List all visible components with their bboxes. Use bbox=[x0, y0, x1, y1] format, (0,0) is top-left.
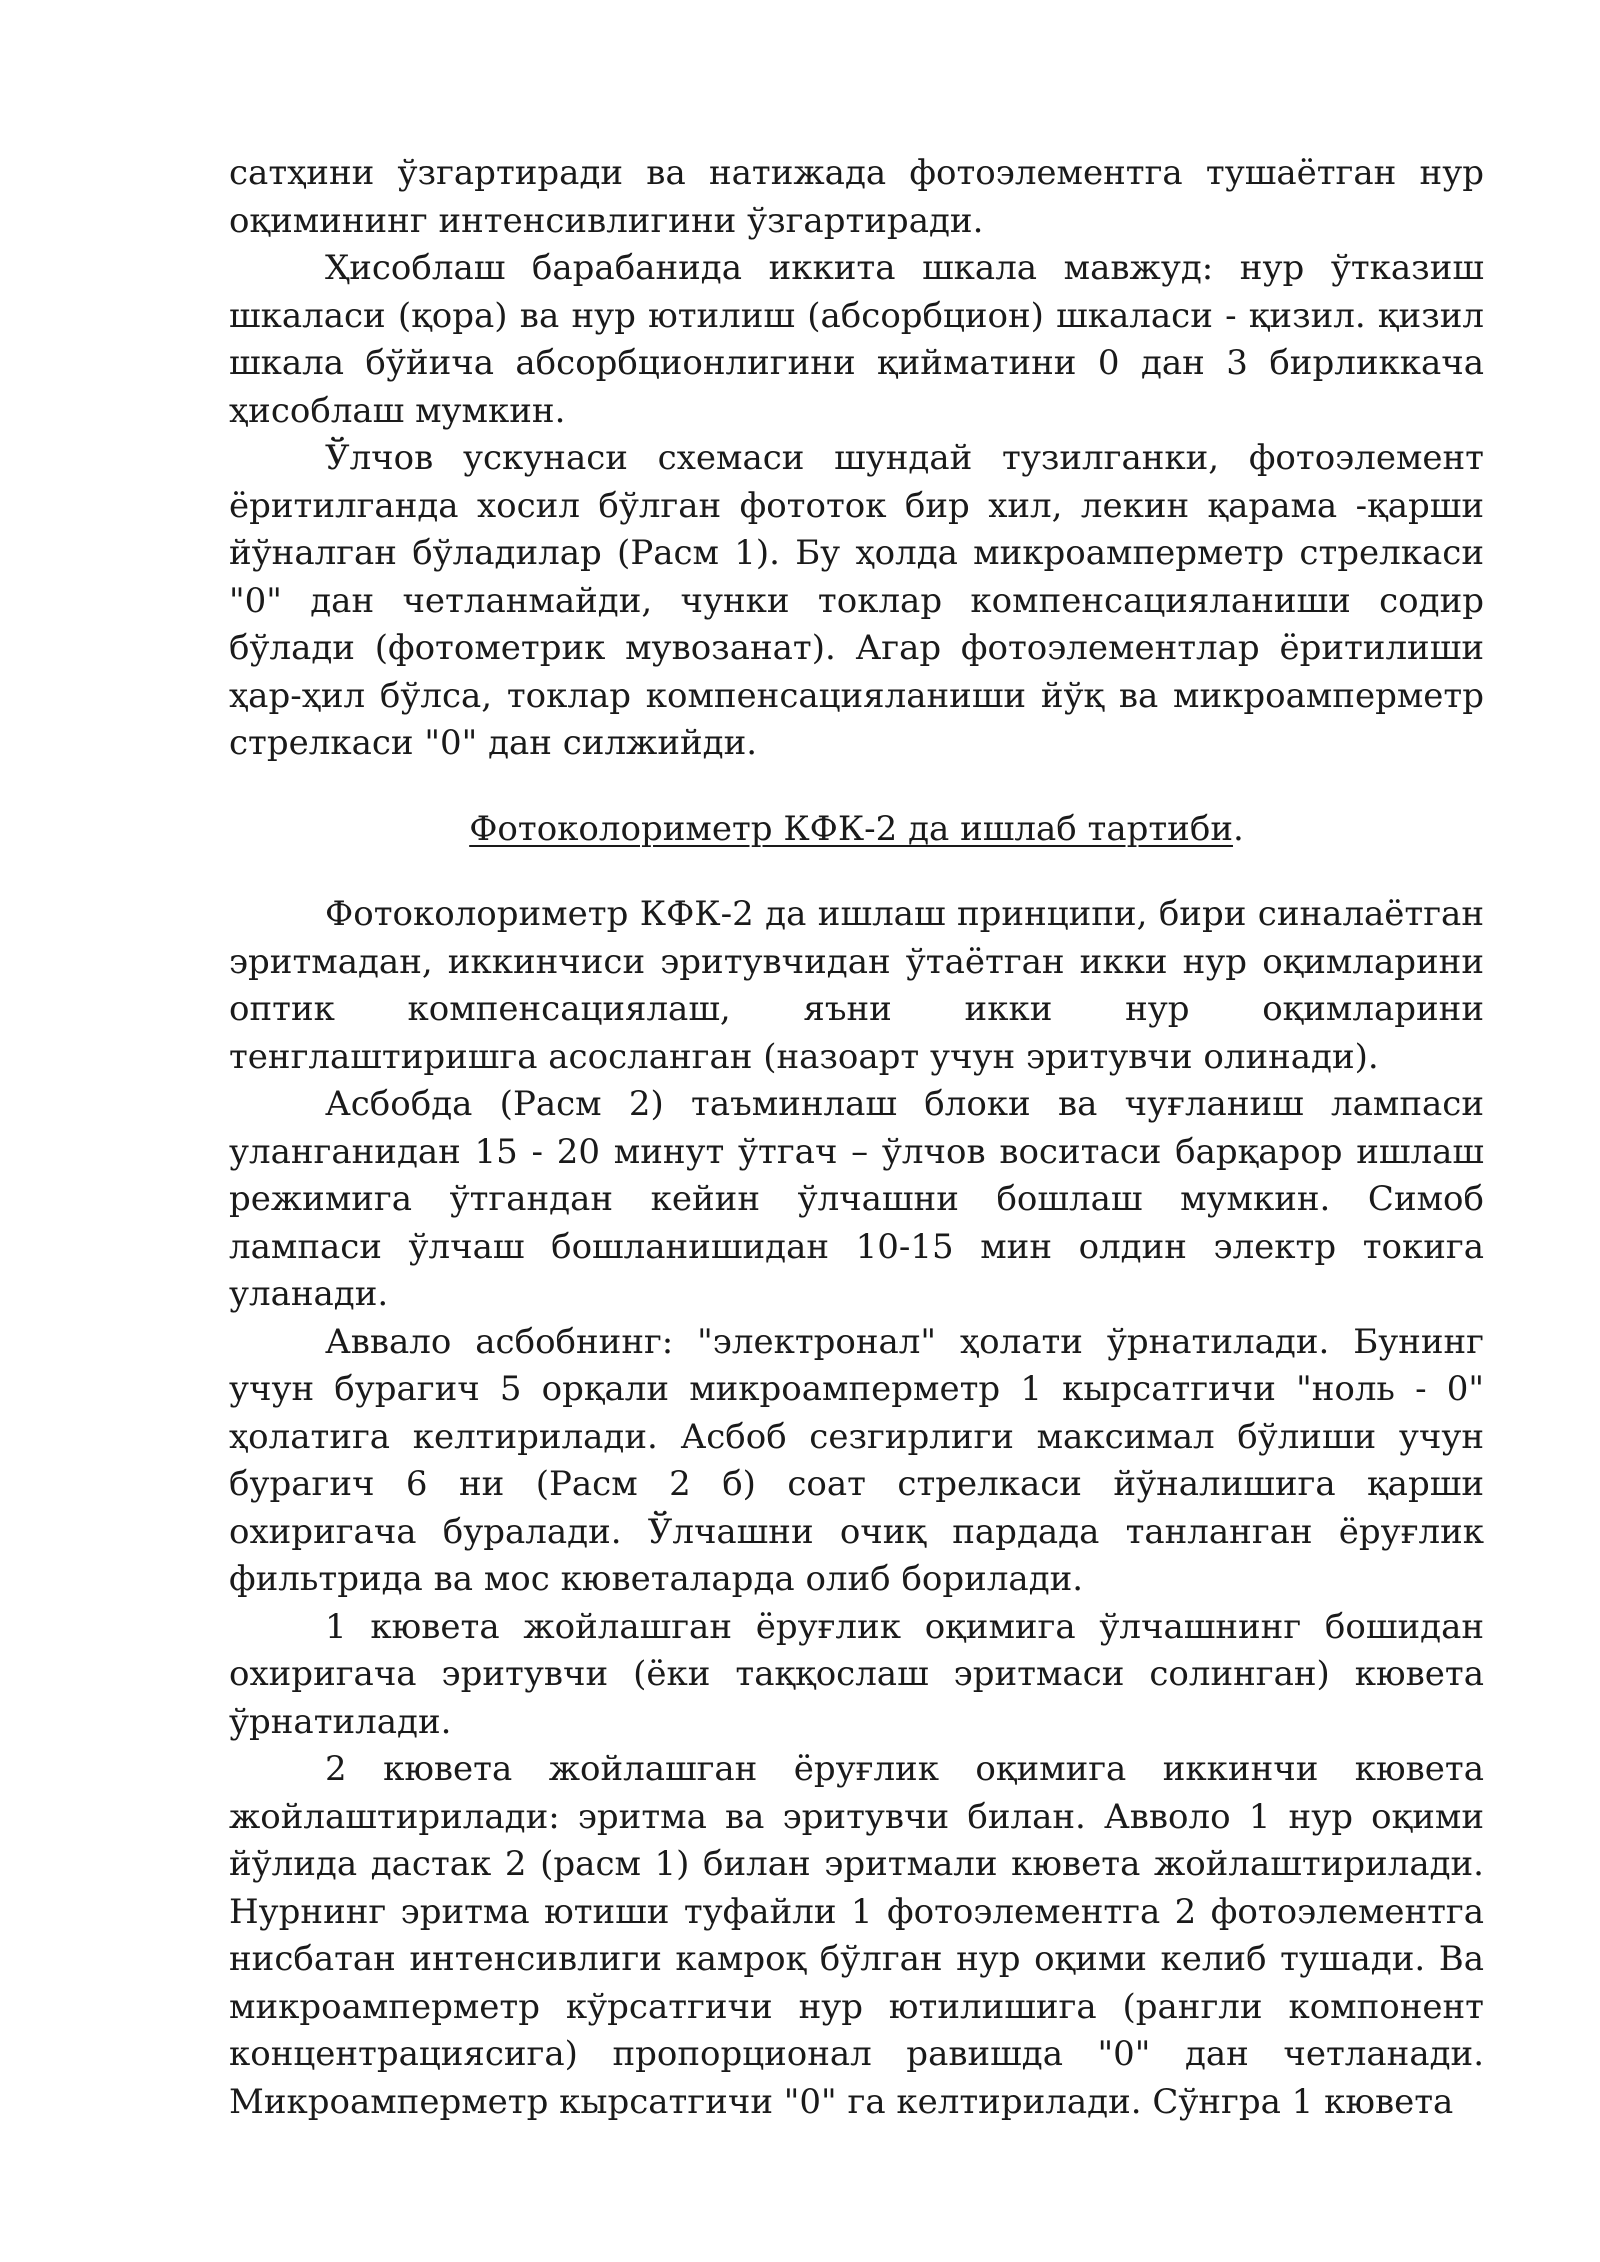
paragraph-1: сатҳини ўзгартиради ва натижада фотоэлементга тушаётган нур оқимининг интенсивлигини ўзгартиради. bbox=[229, 153, 1484, 241]
paragraph-5: Асбобда (Расм 2) таъминлаш блоки ва чуғланиш лампаси уланганидан 15 - 20 минут ўтгач – ўлчов воситаси барқарор ишлаш режимига ўтгандан кейин ўлчашни бошлаш мумкин. Симоб лампаси ўлчаш бошланишидан 10-15 мин олдин электр токига уланади. bbox=[229, 1084, 1484, 1314]
section-heading bbox=[229, 806, 1484, 854]
paragraph-3: Ўлчов ускунаси схемаси шундай тузилганки, фотоэлемент ёритилганда хосил бўлган фототок бир хил, лекин қарама -қарши йўналган бўладилар (Расм 1). Бу ҳолда микроамперметр стрелкаси "0" дан четланмайди, чунки токлар компенсацияланиши содир бўлади (фотометрик мувозанат). Агар фотоэлементлар ёритилиши ҳар-ҳил бўлса, токлар компенсацияланиши йўқ ва микроамперметр стрелкаси "0" дан силжийди. bbox=[229, 438, 1484, 763]
document-page bbox=[229, 150, 1484, 2126]
paragraph-4: Фотоколориметр КФК-2 да ишлаш принципи, бири синалаётган эритмадан, иккинчиси эритувчидан ўтаётган икки нур оқимларини оптик компенсациялаш, яъни икки нур оқимларини тенглаштиришга асосланган (назоарт учун эритувчи олинади). bbox=[229, 894, 1484, 1077]
paragraph-2: Ҳисоблаш барабанида иккита шкала мавжуд: нур ўтказиш шкаласи (қора) ва нур ютилиш (абсорбцион) шкаласи - қизил. қизил шкала бўйича абсорбционлигини қийматини 0 дан 3 бирликкача ҳисоблаш мумкин. bbox=[229, 248, 1484, 431]
section-heading-text: Фотоколориметр КФК-2 да ишлаб тартиби bbox=[469, 808, 1233, 849]
paragraph-6: Аввало асбобнинг: "электронал" ҳолати ўрнатилади. Бунинг учун бурагич 5 орқали микроамперметр 1 кырсатгичи "ноль - 0" ҳолатига келтирилади. Асбоб сезгирлиги максимал бўлиши учун бурагич 6 ни (Расм 2 б) соат стрелкаси йўналишига қарши охиригача буралади. Ўлчашни очиқ пардада танланган ёруғлик фильтрида ва мос кюветаларда олиб борилади. bbox=[229, 1321, 1484, 1599]
paragraph-8: 2 кювета жойлашган ёруғлик оқимига иккинчи кювета жойлаштирилади: эритма ва эритувчи билан. Авволо 1 нур оқими йўлида дастак 2 (расм 1) билан эритмали кювета жойлаштирилади. Нурнинг эритма ютиши туфайли 1 фотоэлементга 2 фотоэлементга нисбатан интенсивлиги камроқ бўлган нур оқими келиб тушади. Ва микроамперметр кўрсатгичи нур ютилишига (рангли компонент концентрациясига) пропорционал равишда "0" дан четланади. Микроамперметр кырсатгичи "0" га келтирилади. Сўнгра 1 кювета bbox=[229, 1749, 1484, 2122]
section-heading-period: . bbox=[1232, 808, 1244, 849]
paragraph-7: 1 кювета жойлашган ёруғлик оқимига ўлчашнинг бошидан охиригача эритувчи (ёки таққослаш эритмаси солинган) кювета ўрнатилади. bbox=[229, 1606, 1484, 1742]
